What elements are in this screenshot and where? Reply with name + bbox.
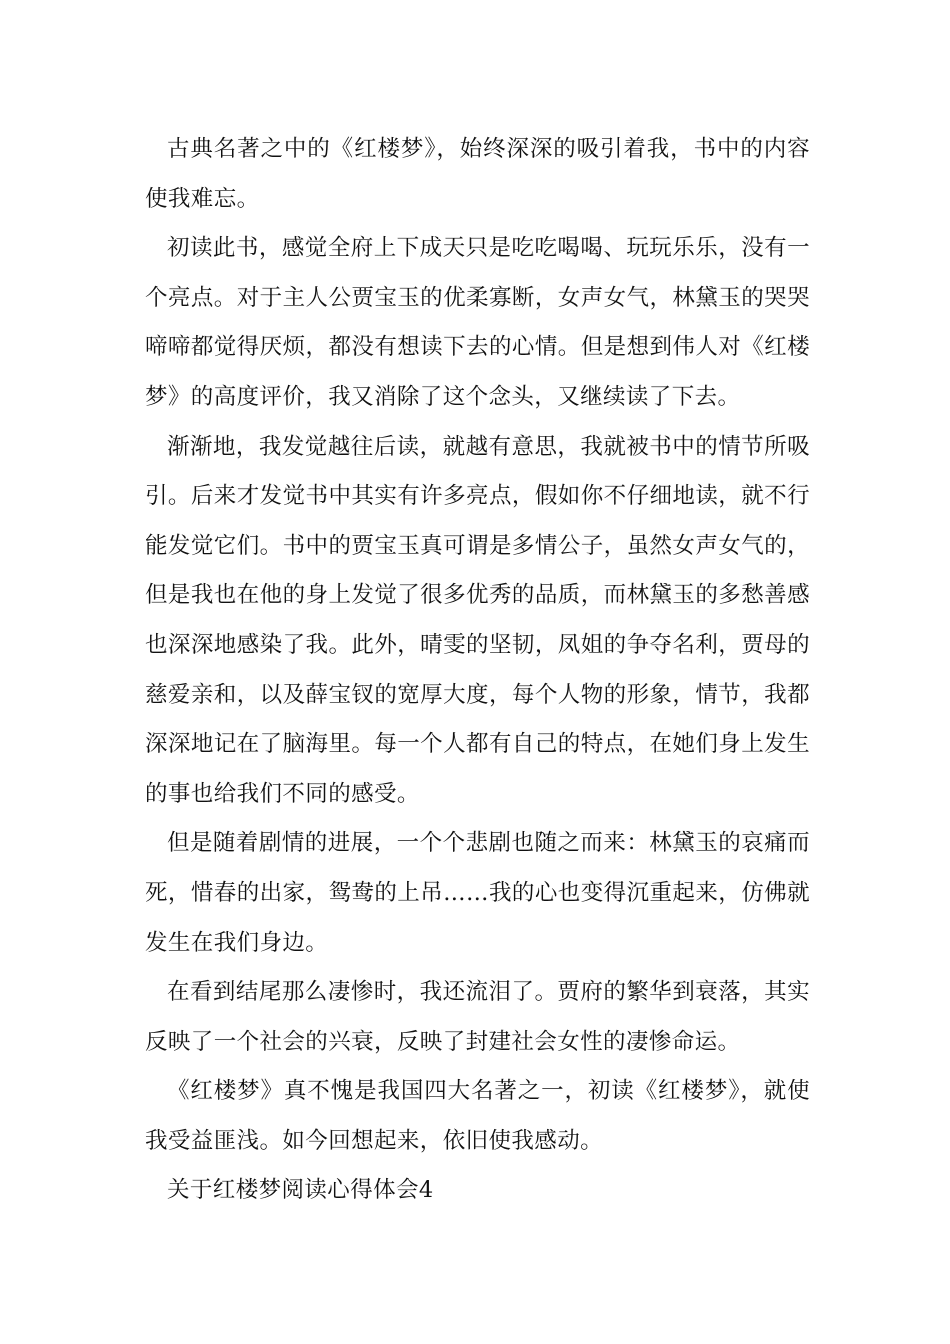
paragraph-5: 在看到结尾那么凄惨时，我还流泪了。贾府的繁华到衰落，其实反映了一个社会的兴衰，反映了封建社会女性的凄惨命运。 xyxy=(145,979,810,1055)
document-body xyxy=(145,125,810,1216)
paragraph-4: 但是随着剧情的进展，一个个悲剧也随之而来：林黛玉的哀痛而死，惜春的出家，鸳鸯的上吊……我的心也变得沉重起来，仿佛就发生在我们身边。 xyxy=(145,830,810,956)
paragraph-3: 渐渐地，我发觉越往后读，就越有意思，我就被书中的情节所吸引。后来才发觉书中其实有许多亮点，假如你不仔细地读，就不行能发觉它们。书中的贾宝玉真可谓是多情公子，虽然女声女气的，但是我也在他的身上发觉了很多优秀的品质，而林黛玉的多愁善感也深深地感染了我。此外，晴雯的坚韧，凤姐的争夺名利，贾母的慈爱亲和，以及薛宝钗的宽厚大度，每个人物的形象，情节，我都深深地记在了脑海里。每一个人都有自己的特点，在她们身上发生的事也给我们不同的感受。 xyxy=(145,433,810,807)
paragraph-6: 《红楼梦》真不愧是我国四大名著之一，初读《红楼梦》，就使我受益匪浅。如今回想起来，依旧使我感动。 xyxy=(145,1078,810,1154)
section-heading: 关于红楼梦阅读心得体会4 xyxy=(167,1177,434,1204)
paragraph-2: 初读此书，感觉全府上下成天只是吃吃喝喝、玩玩乐乐，没有一个亮点。对于主人公贾宝玉的优柔寡断，女声女气，林黛玉的哭哭啼啼都觉得厌烦，都没有想读下去的心情。但是想到伟人对《红楼梦》的高度评价，我又消除了这个念头，又继续读了下去。 xyxy=(145,235,810,410)
paragraph-1: 古典名著之中的《红楼梦》，始终深深的吸引着我，书中的内容使我难忘。 xyxy=(145,136,810,212)
